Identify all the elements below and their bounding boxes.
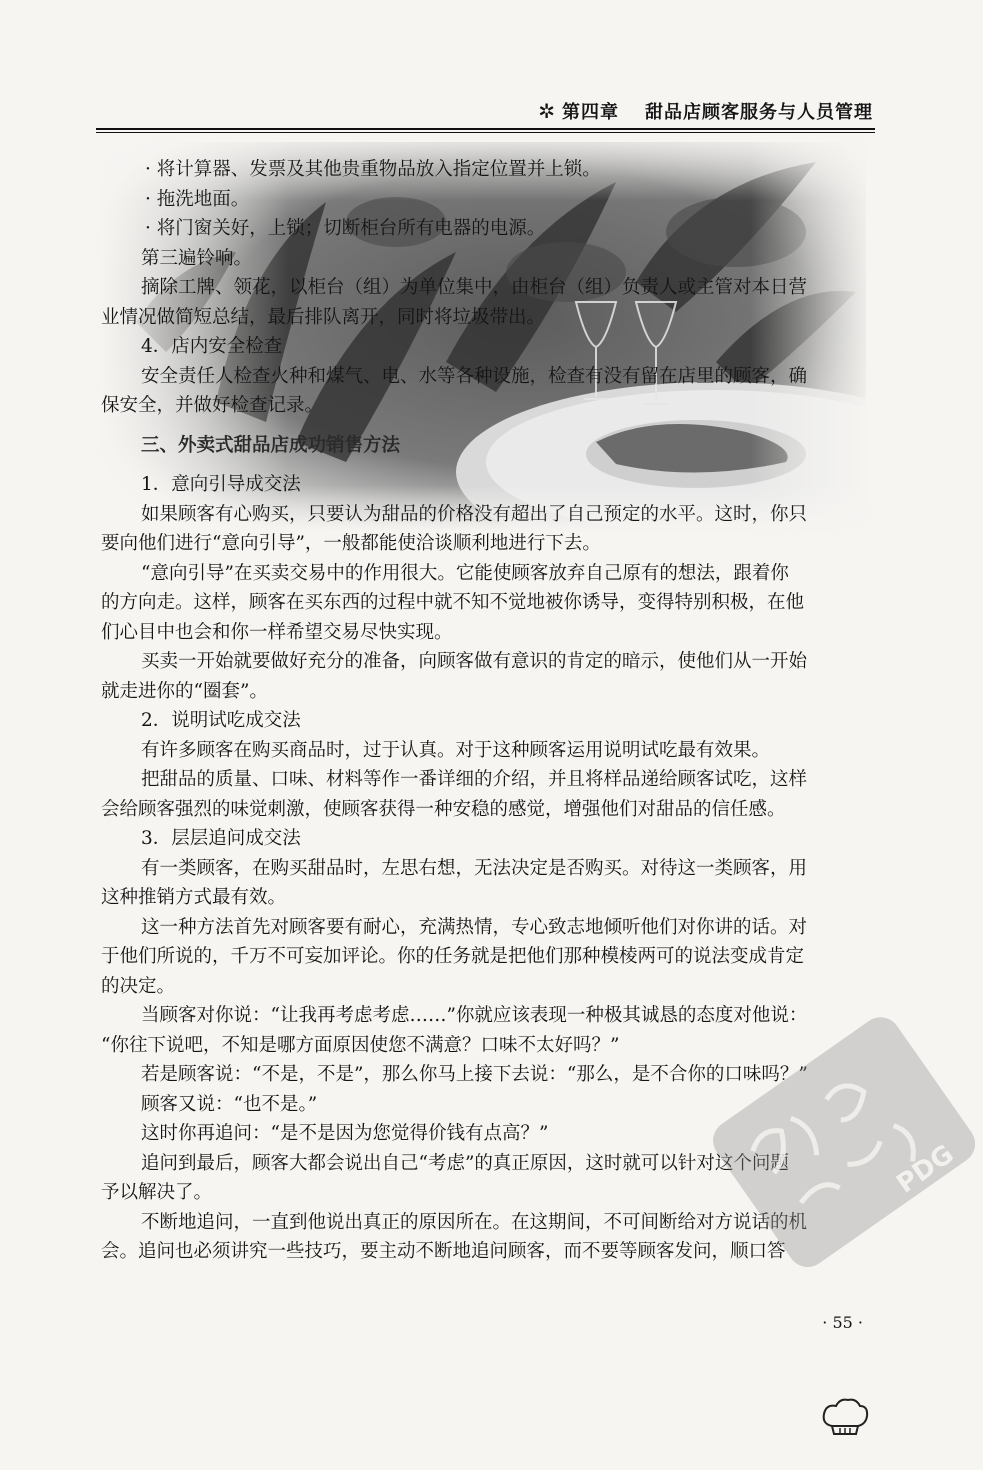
text-line: · 拖洗地面。 <box>145 188 250 210</box>
header-rule <box>96 128 875 133</box>
section-heading: 三、外卖式甜品店成功销售方法 <box>141 434 401 456</box>
subheading: 2．说明试吃成交法 <box>141 710 301 731</box>
chef-hat-icon <box>820 1396 870 1438</box>
stamp-text: PDG <box>891 1139 960 1200</box>
text-line: 保安全，并做好检查记录。 <box>101 395 324 416</box>
text-line: 若是顾客说：“不是，不是”，那么你马上接下去说：“那么，是不合你的口味吗？” <box>141 1064 808 1085</box>
subheading: 1．意向引导成交法 <box>141 474 301 495</box>
chapter-number: 第四章 <box>562 102 619 123</box>
text-line: 当顾客对你说：“让我再考虑考虑……”你就应该表现一种极其诚恳的态度对他说： <box>141 1005 808 1026</box>
subheading: 4．店内安全检查 <box>141 336 283 357</box>
text-line: 们心目中也会和你一样希望交易尽快实现。 <box>101 621 453 643</box>
text-line: 买卖一开始就要做好充分的准备，向顾客做有意识的肯定的暗示，使他们从一开始 <box>141 651 808 672</box>
text-line: 业情况做简短总结，最后排队离开，同时将垃圾带出。 <box>101 306 546 328</box>
text-line: 这时你再追问：“是不是因为您觉得价钱有点高？” <box>141 1123 549 1144</box>
text-line: 这一种方法首先对顾客要有耐心，充满热情，专心致志地倾听他们对你讲的话。对 <box>141 916 808 938</box>
text-line: 安全责任人检查火种和煤气、电、水等各种设施，检查有没有留在店里的顾客，确 <box>141 365 808 387</box>
text-line: 不断地追问，一直到他说出真正的原因所在。在这期间，不可间断给对方说话的机 <box>141 1211 808 1233</box>
text-line: “意向引导”在买卖交易中的作用很大。它能使顾客放弃自己原有的想法，跟着你 <box>141 562 789 584</box>
running-header <box>538 98 873 124</box>
text-line: 摘除工牌、领花，以柜台（组）为单位集中，由柜台（组）负责人或主管对本日营 <box>141 277 808 298</box>
text-line: 予以解决了。 <box>101 1182 213 1203</box>
text-line: 追问到最后，顾客大都会说出自己“考虑”的真正原因，这时就可以针对这个问题 <box>141 1152 789 1174</box>
text-line: 就走进你的“圈套”。 <box>101 680 268 702</box>
text-line: 有一类顾客，在购买甜品时，左思右想，无法决定是否购买。对待这一类顾客，用 <box>141 857 808 879</box>
text-line: 的决定。 <box>101 975 176 997</box>
text-line: 顾客又说：“也不是。” <box>141 1093 318 1115</box>
flower-icon: ✲ <box>538 99 556 123</box>
text-line: “你往下说吧，不知是哪方面原因使您不满意？口味不太好吗？” <box>101 1034 620 1056</box>
text-line: 的方向走。这样，顾客在买东西的过程中就不知不觉地被你诱导，变得特别积极，在他 <box>101 592 805 613</box>
text-line: 如果顾客有心购买，只要认为甜品的价格没有超出了自己预定的水平。这时，你只 <box>141 503 808 525</box>
text-line: 第三遍铃响。 <box>141 247 253 269</box>
text-line: 这种推销方式最有效。 <box>101 887 287 908</box>
text-line: 要向他们进行“意向引导”，一般都能使洽谈顺利地进行下去。 <box>101 533 601 554</box>
text-line: · 将门窗关好，上锁；切断柜台所有电器的电源。 <box>145 218 546 239</box>
watermark-stamp <box>695 1000 983 1290</box>
text-line: 会给顾客强烈的味觉刺激，使顾客获得一种安稳的感觉，增强他们对甜品的信任感。 <box>101 798 786 820</box>
page-number: · 55 · <box>822 1313 863 1332</box>
subheading: 3．层层追问成交法 <box>141 828 301 849</box>
text-line: 会。追问也必须讲究一些技巧，要主动不断地追问顾客，而不要等顾客发问，顺口答 <box>101 1241 786 1262</box>
text-line: 有许多顾客在购买商品时，过于认真。对于这种顾客运用说明试吃最有效果。 <box>141 739 771 761</box>
chapter-title: 甜品店顾客服务与人员管理 <box>645 102 873 123</box>
text-line: 把甜品的质量、口味、材料等作一番详细的介绍，并且将样品递给顾客试吃，这样 <box>141 769 808 790</box>
text-line: · 将计算器、发票及其他贵重物品放入指定位置并上锁。 <box>145 159 601 180</box>
text-line: 于他们所说的，千万不可妄加评论。你的任务就是把他们那种模棱两可的说法变成肯定 <box>101 946 805 967</box>
